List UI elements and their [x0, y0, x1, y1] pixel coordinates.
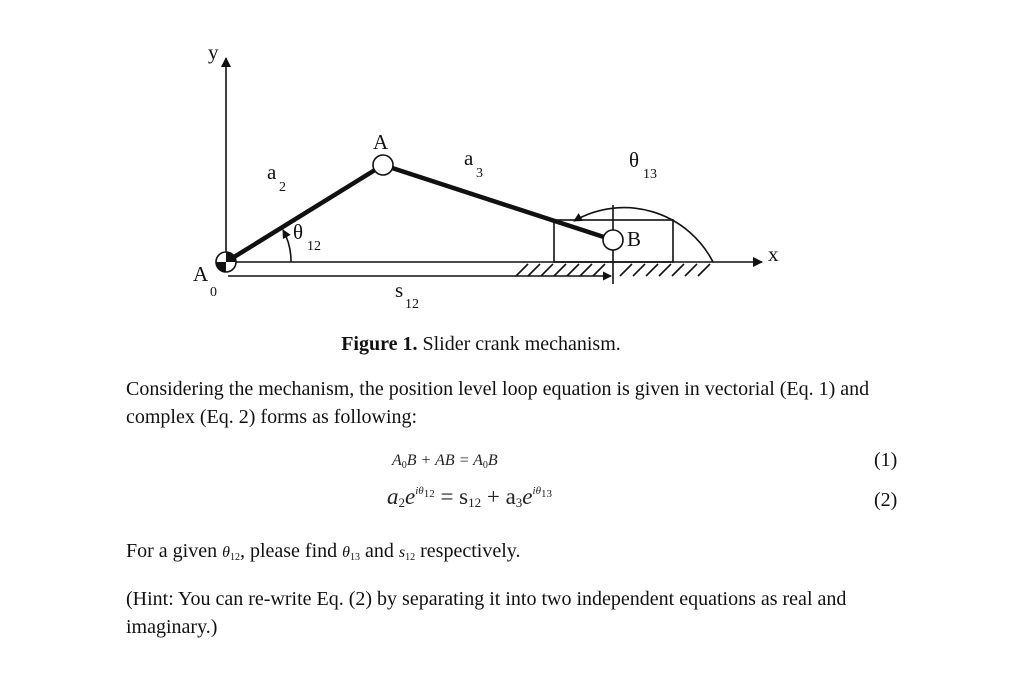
eq2-sub: 12 [468, 495, 482, 510]
theta13-label: θ [629, 148, 640, 172]
point-A-label: A [373, 130, 389, 154]
question-text: , please find [239, 540, 343, 562]
eq2-sub: 2 [398, 495, 405, 510]
theta12-subscript: 12 [307, 239, 321, 254]
joint-A [373, 155, 393, 175]
question-text: and [360, 540, 399, 562]
s12-subscript: 12 [405, 297, 419, 312]
equation-1-number: (1) [874, 449, 898, 471]
question-text: respectively. [415, 540, 521, 562]
slider-crank-figure [0, 0, 1024, 330]
eq1-part: B + AB = A [406, 452, 483, 469]
mechanism-diagram [0, 0, 1024, 330]
theta12-label: θ [293, 220, 304, 244]
equation-2-number: (2) [874, 489, 898, 511]
theta12-symbol: θ [222, 544, 230, 561]
point-A0-subscript: 0 [210, 285, 217, 300]
hint-paragraph: (Hint: You can re-write Eq. (2) by separating it into two independent equations as real and imaginary.) [126, 588, 847, 638]
equation-2 [387, 484, 552, 511]
intro-paragraph: Considering the mechanism, the position level loop equation is given in vectorial (Eq. 1) and complex (Eq. 2) forms as following: [126, 378, 870, 428]
eq1-part: A [392, 452, 402, 469]
figure-caption [0, 333, 962, 356]
link-a2-label: a [267, 160, 277, 184]
link-a3-label: a [464, 146, 474, 170]
link-a3 [383, 165, 613, 240]
caption-label: Figure 1. [341, 333, 418, 355]
eq2-sub: 3 [515, 495, 523, 510]
theta12-symbol-sub: 12 [229, 552, 240, 563]
eq2-sup-sub: 13 [540, 488, 552, 500]
question-text: For a given [126, 540, 223, 562]
y-axis-label: y [208, 40, 219, 64]
ground-pivot-A0 [216, 252, 236, 272]
eq2-part: = s [434, 484, 469, 509]
joint-B [603, 230, 623, 250]
link-a2 [226, 165, 383, 262]
eq1-sub: 0 [482, 460, 488, 471]
eq2-sup: iθ [532, 485, 541, 497]
link-a2-subscript: 2 [279, 180, 286, 195]
theta13-symbol: θ [342, 544, 350, 561]
eq2-sup: iθ [415, 485, 424, 497]
eq2-part: e [405, 484, 416, 509]
point-A0-label: A [193, 262, 209, 286]
eq2-part: + a [481, 484, 516, 509]
link-a3-subscript: 3 [476, 166, 483, 181]
eq2-part: e [522, 484, 533, 509]
x-axis-label: x [768, 242, 779, 266]
s12-symbol-sub: 12 [405, 552, 416, 563]
question-paragraph [126, 537, 916, 572]
eq1-part: B [487, 452, 498, 469]
caption-text: Slider crank mechanism. [417, 333, 621, 355]
theta12-arc [283, 230, 291, 262]
eq2-sup-sub: 12 [423, 488, 435, 500]
eq1-sub: 0 [401, 460, 407, 471]
s12-symbol: s [398, 544, 406, 561]
equation-1 [392, 452, 498, 471]
s12-label: s [395, 278, 404, 302]
eq2-part: a [387, 484, 399, 509]
theta13-symbol-sub: 13 [350, 552, 360, 563]
point-B-label: B [627, 227, 642, 251]
theta13-subscript: 13 [643, 167, 657, 182]
